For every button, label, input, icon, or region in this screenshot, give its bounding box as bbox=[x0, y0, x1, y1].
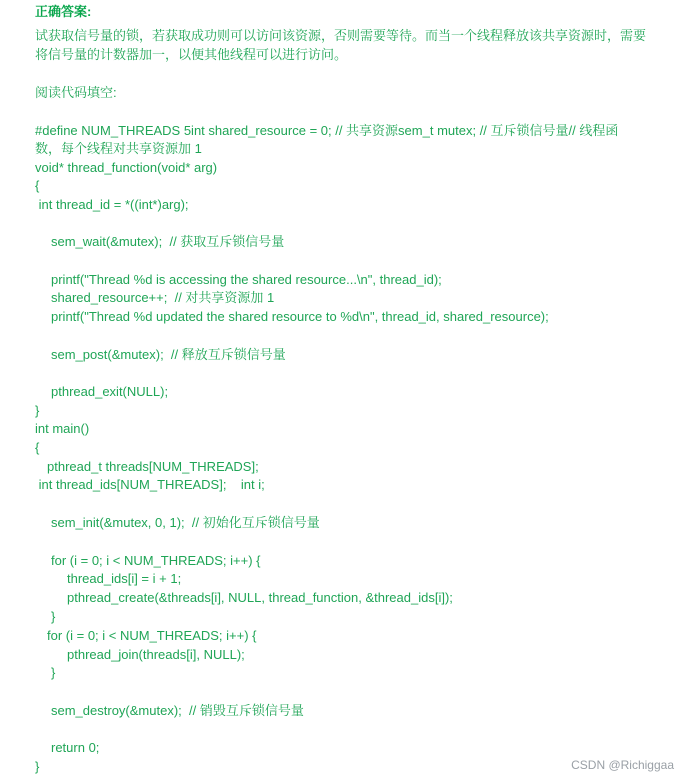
code-line: pthread_create(&threads[i], NULL, thread_function, &thread_ids[i]); bbox=[67, 590, 453, 605]
code-line: int thread_id = *((int*)arg); bbox=[35, 197, 189, 212]
code-line: #define NUM_THREADS 5int shared_resource = 0; // 共享资源sem_t mutex; // 互斥锁信号量// 线程函数，每个线程对共享资源加 1 bbox=[35, 123, 619, 156]
code-line: int main() bbox=[35, 421, 90, 436]
code-line: return 0; bbox=[51, 740, 100, 755]
code-line: } bbox=[51, 609, 56, 624]
code-line: sem_destroy(&mutex); // 销毁互斥锁信号量 bbox=[51, 703, 304, 718]
code-line: printf("Thread %d updated the shared resource to %d\n", thread_id, shared_resource); bbox=[51, 309, 549, 324]
code-line: shared_resource++; // 对共享资源加 1 bbox=[51, 290, 275, 305]
answer-description: 试获取信号量的锁，若获取成功则可以访问该资源，否则需要等待。而当一个线程释放该共享资源时，需要将信号量的计数器加一，以便其他线程可以进行访问。 bbox=[35, 28, 647, 62]
csdn-watermark: CSDN @Richiggaa bbox=[571, 758, 674, 772]
code-line: printf("Thread %d is accessing the shared resource...\n", thread_id); bbox=[51, 272, 442, 287]
code-line: void* thread_function(void* arg) bbox=[35, 160, 218, 175]
code-line: sem_post(&mutex); // 释放互斥锁信号量 bbox=[51, 347, 286, 362]
code-line: { bbox=[35, 440, 40, 455]
code-line: for (i = 0; i < NUM_THREADS; i++) { bbox=[47, 628, 257, 643]
code-fill-prompt: 阅读代码填空: bbox=[35, 85, 117, 100]
code-line: } bbox=[51, 665, 56, 680]
answer-heading: 正确答案: bbox=[35, 4, 92, 19]
code-line: pthread_exit(NULL); bbox=[51, 384, 169, 399]
code-line: sem_init(&mutex, 0, 1); // 初始化互斥锁信号量 bbox=[51, 515, 320, 530]
code-line: pthread_join(threads[i], NULL); bbox=[67, 647, 245, 662]
code-line: } bbox=[35, 403, 40, 418]
code-line: int thread_ids[NUM_THREADS]; int i; bbox=[35, 477, 265, 492]
code-line: { bbox=[35, 178, 40, 193]
code-line: for (i = 0; i < NUM_THREADS; i++) { bbox=[51, 553, 261, 568]
code-line: thread_ids[i] = i + 1; bbox=[67, 571, 182, 586]
code-line: pthread_t threads[NUM_THREADS]; bbox=[47, 459, 259, 474]
code-line: sem_wait(&mutex); // 获取互斥锁信号量 bbox=[51, 234, 285, 249]
code-line: } bbox=[35, 759, 40, 774]
